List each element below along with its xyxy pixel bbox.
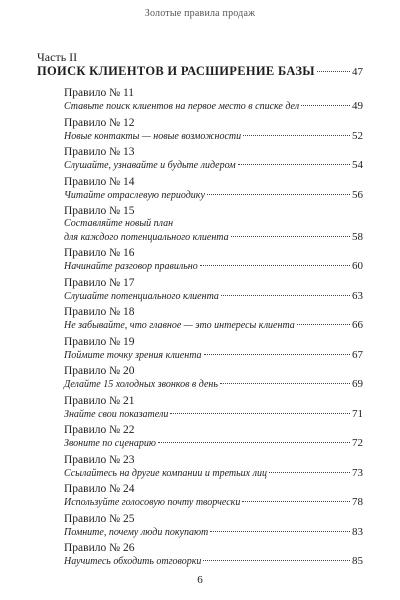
rule-title: Помните, почему люди покупают <box>64 526 209 538</box>
rule-page-number: 69 <box>352 378 363 390</box>
rule-title: Делайте 15 холодных звонков в день <box>64 379 218 390</box>
rule-title: Знайте свои показатели <box>64 408 169 420</box>
toc-entry <box>64 306 363 333</box>
rule-page-number: 71 <box>352 407 363 420</box>
section-page-number: 47 <box>352 66 363 78</box>
rule-title: Слушайте, узнавайте и будьте лидером <box>64 160 236 171</box>
rule-title: Звоните по сценарию <box>64 438 156 449</box>
dot-leader <box>243 135 350 136</box>
rule-title: Поймите точку зрения клиента <box>64 349 202 361</box>
dot-leader <box>269 472 350 473</box>
rule-page-number: 66 <box>352 319 363 331</box>
rule-title: Составляйте новый план <box>64 218 174 229</box>
rule-title-line <box>64 378 363 392</box>
toc-entry <box>64 277 363 304</box>
rule-label: Правило № 20 <box>64 365 135 377</box>
rule-label: Правило № 24 <box>64 483 135 495</box>
rule-page-number: 85 <box>352 555 363 567</box>
rule-label: Правило № 18 <box>64 306 135 318</box>
section-heading <box>37 64 363 79</box>
rule-page-number: 60 <box>352 260 363 272</box>
toc-entry <box>64 513 363 540</box>
rule-label: Правило № 26 <box>64 542 135 554</box>
rule-title: Научитесь обходить отговорки <box>64 556 202 567</box>
rule-title: Ставьте поиск клиентов на первое место в списке дел <box>64 101 300 112</box>
rule-title-line <box>64 189 363 203</box>
toc-entry <box>64 205 363 244</box>
rule-title: для каждого потенциального клиента <box>64 231 229 243</box>
rule-title-line <box>64 319 363 333</box>
toc-entry <box>64 247 363 274</box>
rule-label: Правило № 13 <box>64 146 135 158</box>
rule-title: Слушайте потенциального клиента <box>64 290 219 302</box>
dot-leader <box>301 105 350 106</box>
rule-title: Ссылайтесь на другие компании и третьих лиц <box>64 467 267 479</box>
rule-label: Правило № 19 <box>64 335 135 348</box>
dot-leader <box>221 295 350 296</box>
rule-title-line <box>64 496 363 510</box>
running-head: Золотые правила продаж <box>144 8 256 19</box>
dot-leader <box>204 354 350 355</box>
part-label: Часть II <box>37 50 78 64</box>
rule-title-line <box>64 231 363 245</box>
rule-page-number: 73 <box>352 466 363 479</box>
rule-title-line <box>64 290 363 304</box>
toc-entry <box>64 336 363 363</box>
rule-label: Правило № 23 <box>64 453 135 466</box>
rule-label: Правило № 12 <box>64 116 135 129</box>
dot-leader <box>231 236 350 237</box>
rule-title-line <box>64 130 363 144</box>
dot-leader <box>170 413 350 414</box>
rule-page-number: 72 <box>352 437 363 449</box>
dot-leader <box>238 164 350 165</box>
toc-entry <box>64 87 363 114</box>
dot-leader <box>158 442 350 443</box>
rule-title-line <box>64 408 363 422</box>
rule-label: Правило № 21 <box>64 394 135 407</box>
dot-leader <box>207 194 350 195</box>
dot-leader <box>210 531 350 532</box>
rule-label: Правило № 25 <box>64 512 135 525</box>
dot-leader <box>200 265 350 266</box>
rule-page-number: 83 <box>352 525 363 538</box>
rule-label: Правило № 16 <box>64 247 135 259</box>
table-of-contents <box>37 50 363 572</box>
toc-entry <box>64 146 363 173</box>
toc-entry <box>64 117 363 144</box>
dot-leader <box>297 324 350 325</box>
dot-leader <box>317 71 350 72</box>
rule-title-line <box>64 159 363 173</box>
rule-title-line <box>64 467 363 481</box>
rule-page-number: 52 <box>352 129 363 142</box>
toc-entry <box>64 542 363 569</box>
rule-page-number: 78 <box>352 496 363 508</box>
page-number: 6 <box>197 574 203 586</box>
rule-title-line <box>64 526 363 540</box>
rule-title-line <box>64 437 363 451</box>
toc-entry <box>64 483 363 510</box>
rule-page-number: 58 <box>352 230 363 243</box>
rule-title-line <box>64 100 363 114</box>
rules-list <box>64 87 363 569</box>
rule-label: Правило № 17 <box>64 276 135 289</box>
rule-page-number: 49 <box>352 100 363 112</box>
section-title: ПОИСК КЛИЕНТОВ И РАСШИРЕНИЕ БАЗЫ <box>37 64 315 78</box>
dot-leader <box>220 383 350 384</box>
rule-page-number: 56 <box>352 188 363 201</box>
rule-page-number: 63 <box>352 289 363 302</box>
rule-label: Правило № 14 <box>64 175 135 188</box>
toc-entry <box>64 365 363 392</box>
rule-label: Правило № 15 <box>64 205 135 217</box>
rule-title: Используйте голосовую почту творчески <box>64 497 241 508</box>
toc-entry <box>64 176 363 203</box>
dot-leader <box>203 560 350 561</box>
rule-page-number: 54 <box>352 159 363 171</box>
rule-label: Правило № 11 <box>64 87 135 99</box>
rule-page-number: 67 <box>352 348 363 361</box>
toc-entry <box>64 424 363 451</box>
rule-title: Новые контакты — новые возможности <box>64 130 242 142</box>
toc-entry <box>64 454 363 481</box>
rule-title-line <box>64 260 363 274</box>
rule-title-line <box>64 555 363 569</box>
rule-label: Правило № 22 <box>64 424 135 436</box>
rule-title: Начинайте разговор правильно <box>64 261 198 272</box>
rule-title-line <box>64 349 363 363</box>
rule-title: Читайте отраслевую периодику <box>64 189 205 201</box>
dot-leader <box>242 501 350 502</box>
rule-title: Не забывайте, что главное — это интересы клиента <box>64 320 295 331</box>
toc-entry <box>64 395 363 422</box>
